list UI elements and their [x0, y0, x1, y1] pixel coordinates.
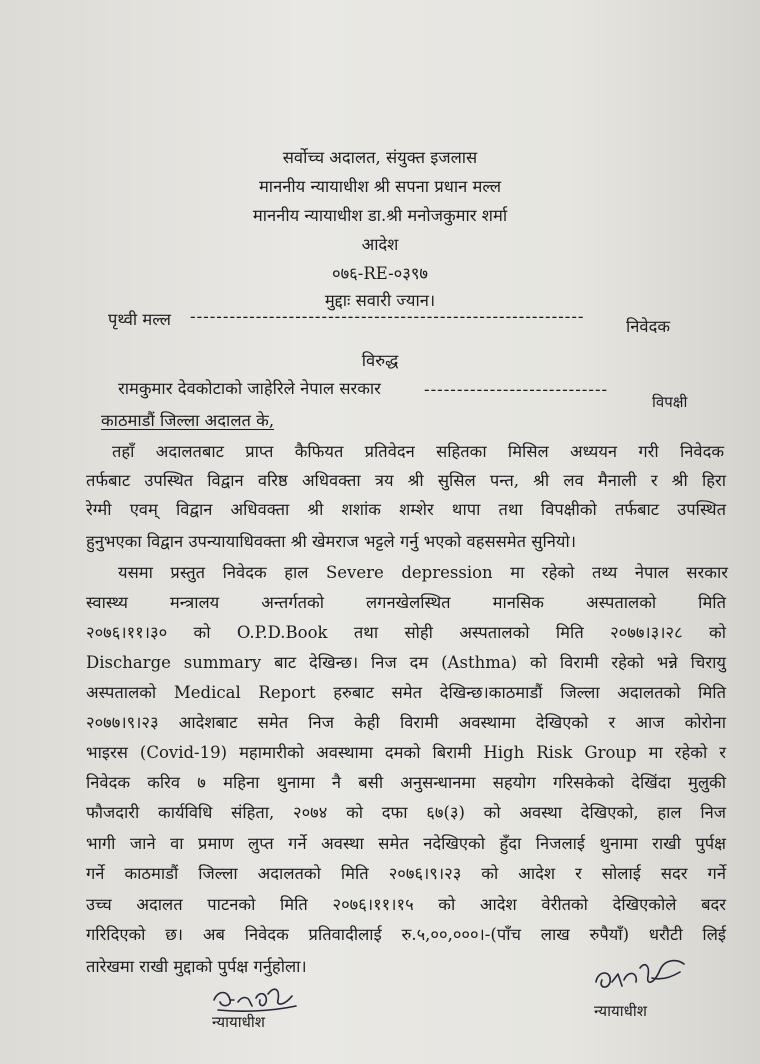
justice-1: माननीय न्यायाधीश श्री सपना प्रधान मल्ल	[258, 177, 502, 196]
para2-line-4: Discharge summary बाट देखिन्छ। निज दम (Asthma) को विरामी रहेको भन्ने चिरायु	[86, 653, 726, 672]
para2-line-1: यसमा प्रस्तुत निवेदक हाल Severe depression मा रहेको तथ्य नेपाल सरकार	[118, 563, 728, 582]
para2-line-9: फौजदारी कार्यविधि संहिता, २०७४ को दफा ६७(३) को अवस्था देखिएको, हाल निज	[86, 803, 726, 822]
versus-label: विरुद्ध	[361, 351, 399, 370]
left-signature-label: न्यायाधीश	[212, 1013, 265, 1031]
para1-line-4: हुनुभएका विद्वान उपन्यायाधिवक्ता श्री खेमराज भट्टले गर्नु भएको वहससमेत सुनियो।	[86, 532, 576, 551]
para2-line-2: स्वास्थ्य मन्त्रालय अन्तर्गतको लगनखेलस्थित मानसिक अस्पतालको मिति	[86, 593, 726, 612]
petitioner-dashes: ------------------------------------------------------------	[190, 307, 585, 326]
respondent-name: रामकुमार देवकोटाको जाहेरिले नेपाल सरकार	[118, 379, 381, 398]
case-subject: मुद्दाः सवारी ज्यान।	[324, 291, 436, 310]
para2-line-11: गर्ने काठमाडौं जिल्ला अदालतको मिति २०७६।९।२३ को आदेश र सोलाई सदर गर्ने	[86, 864, 726, 883]
addressee: काठमाडौं जिल्ला अदालत के,	[101, 411, 275, 430]
justice-2: माननीय न्यायाधीश डा.श्री मनोजकुमार शर्मा	[252, 206, 508, 225]
petitioner-name: पृथ्वी मल्ल	[108, 310, 171, 329]
para2-line-5: अस्पतालको Medical Report हरुबाट समेत देखिन्छ।काठमाडौं जिल्ला अदालतको मिति	[86, 683, 726, 702]
para1-line-2: तर्फबाट उपस्थित विद्वान वरिष्ठ अधिवक्ता त्रय श्री सुसिल पन्त, श्री लव मैनाली र श्री हिरा	[86, 471, 726, 490]
para2-line-13: गरिदिएको छ। अब निवेदक प्रतिवादीलाई रु.५,००,०००।-(पाँच लाख रुपैयाँ) धरौटी लिई	[86, 925, 726, 944]
para2-line-7: भाइरस (Covid-19) महामारीको अवस्थामा दमको बिरामी High Risk Group मा रहेको र	[86, 743, 726, 762]
respondent-dashes: ----------------------------	[424, 380, 609, 399]
para2-line-14: तारेखमा राखी मुद्दाको पुर्पक्ष गर्नुहोला।	[86, 957, 307, 976]
para1-line-1: तहाँ अदालतबाट प्राप्त कैफियत प्रतिवेदन सहितका मिसिल अध्ययन गरी निवेदक	[112, 442, 724, 461]
para2-line-8: निवेदक करिव ७ महिना थुनामा नै बसी अनुसन्धानमा सहयोग गरिसकेको देखिंदा मुलुकी	[86, 773, 726, 792]
court-name: सर्वोच्च अदालत, संयुक्त इजलास	[282, 148, 478, 167]
para1-line-3: रेग्मी एवम् विद्वान अधिवक्ता श्री शशांक शम्शेर थापा तथा विपक्षीको तर्फबाट उपस्थित	[86, 500, 726, 519]
right-signature-icon	[590, 952, 690, 998]
order-title: आदेश	[361, 235, 399, 254]
case-number: ०७६-RE-०३९७	[332, 264, 428, 283]
respondent-role: विपक्षी	[652, 393, 688, 411]
para2-line-3: २०७६।११।३० को O.P.D.Book तथा सोही अस्पतालको मिति २०७७।३।२८ को	[86, 623, 726, 642]
para2-line-6: २०७७।९।२३ आदेशबाट समेत निज केही विरामी अवस्थामा देखिएको र आज कोरोना	[86, 713, 726, 732]
petitioner-role: निवेदक	[626, 317, 671, 336]
right-signature-label: न्यायाधीश	[594, 1002, 647, 1020]
para2-line-12: उच्च अदालत पाटनको मिति २०७६।११।१५ को आदेश वेरीतको देखिएकोले बदर	[86, 895, 726, 914]
para2-line-10: भागी जाने वा प्रमाण लुप्त गर्ने अवस्था समेत नदेखिएको हुँदा निजलाई थुनामा राखी पुर्पक्ष	[86, 834, 726, 853]
